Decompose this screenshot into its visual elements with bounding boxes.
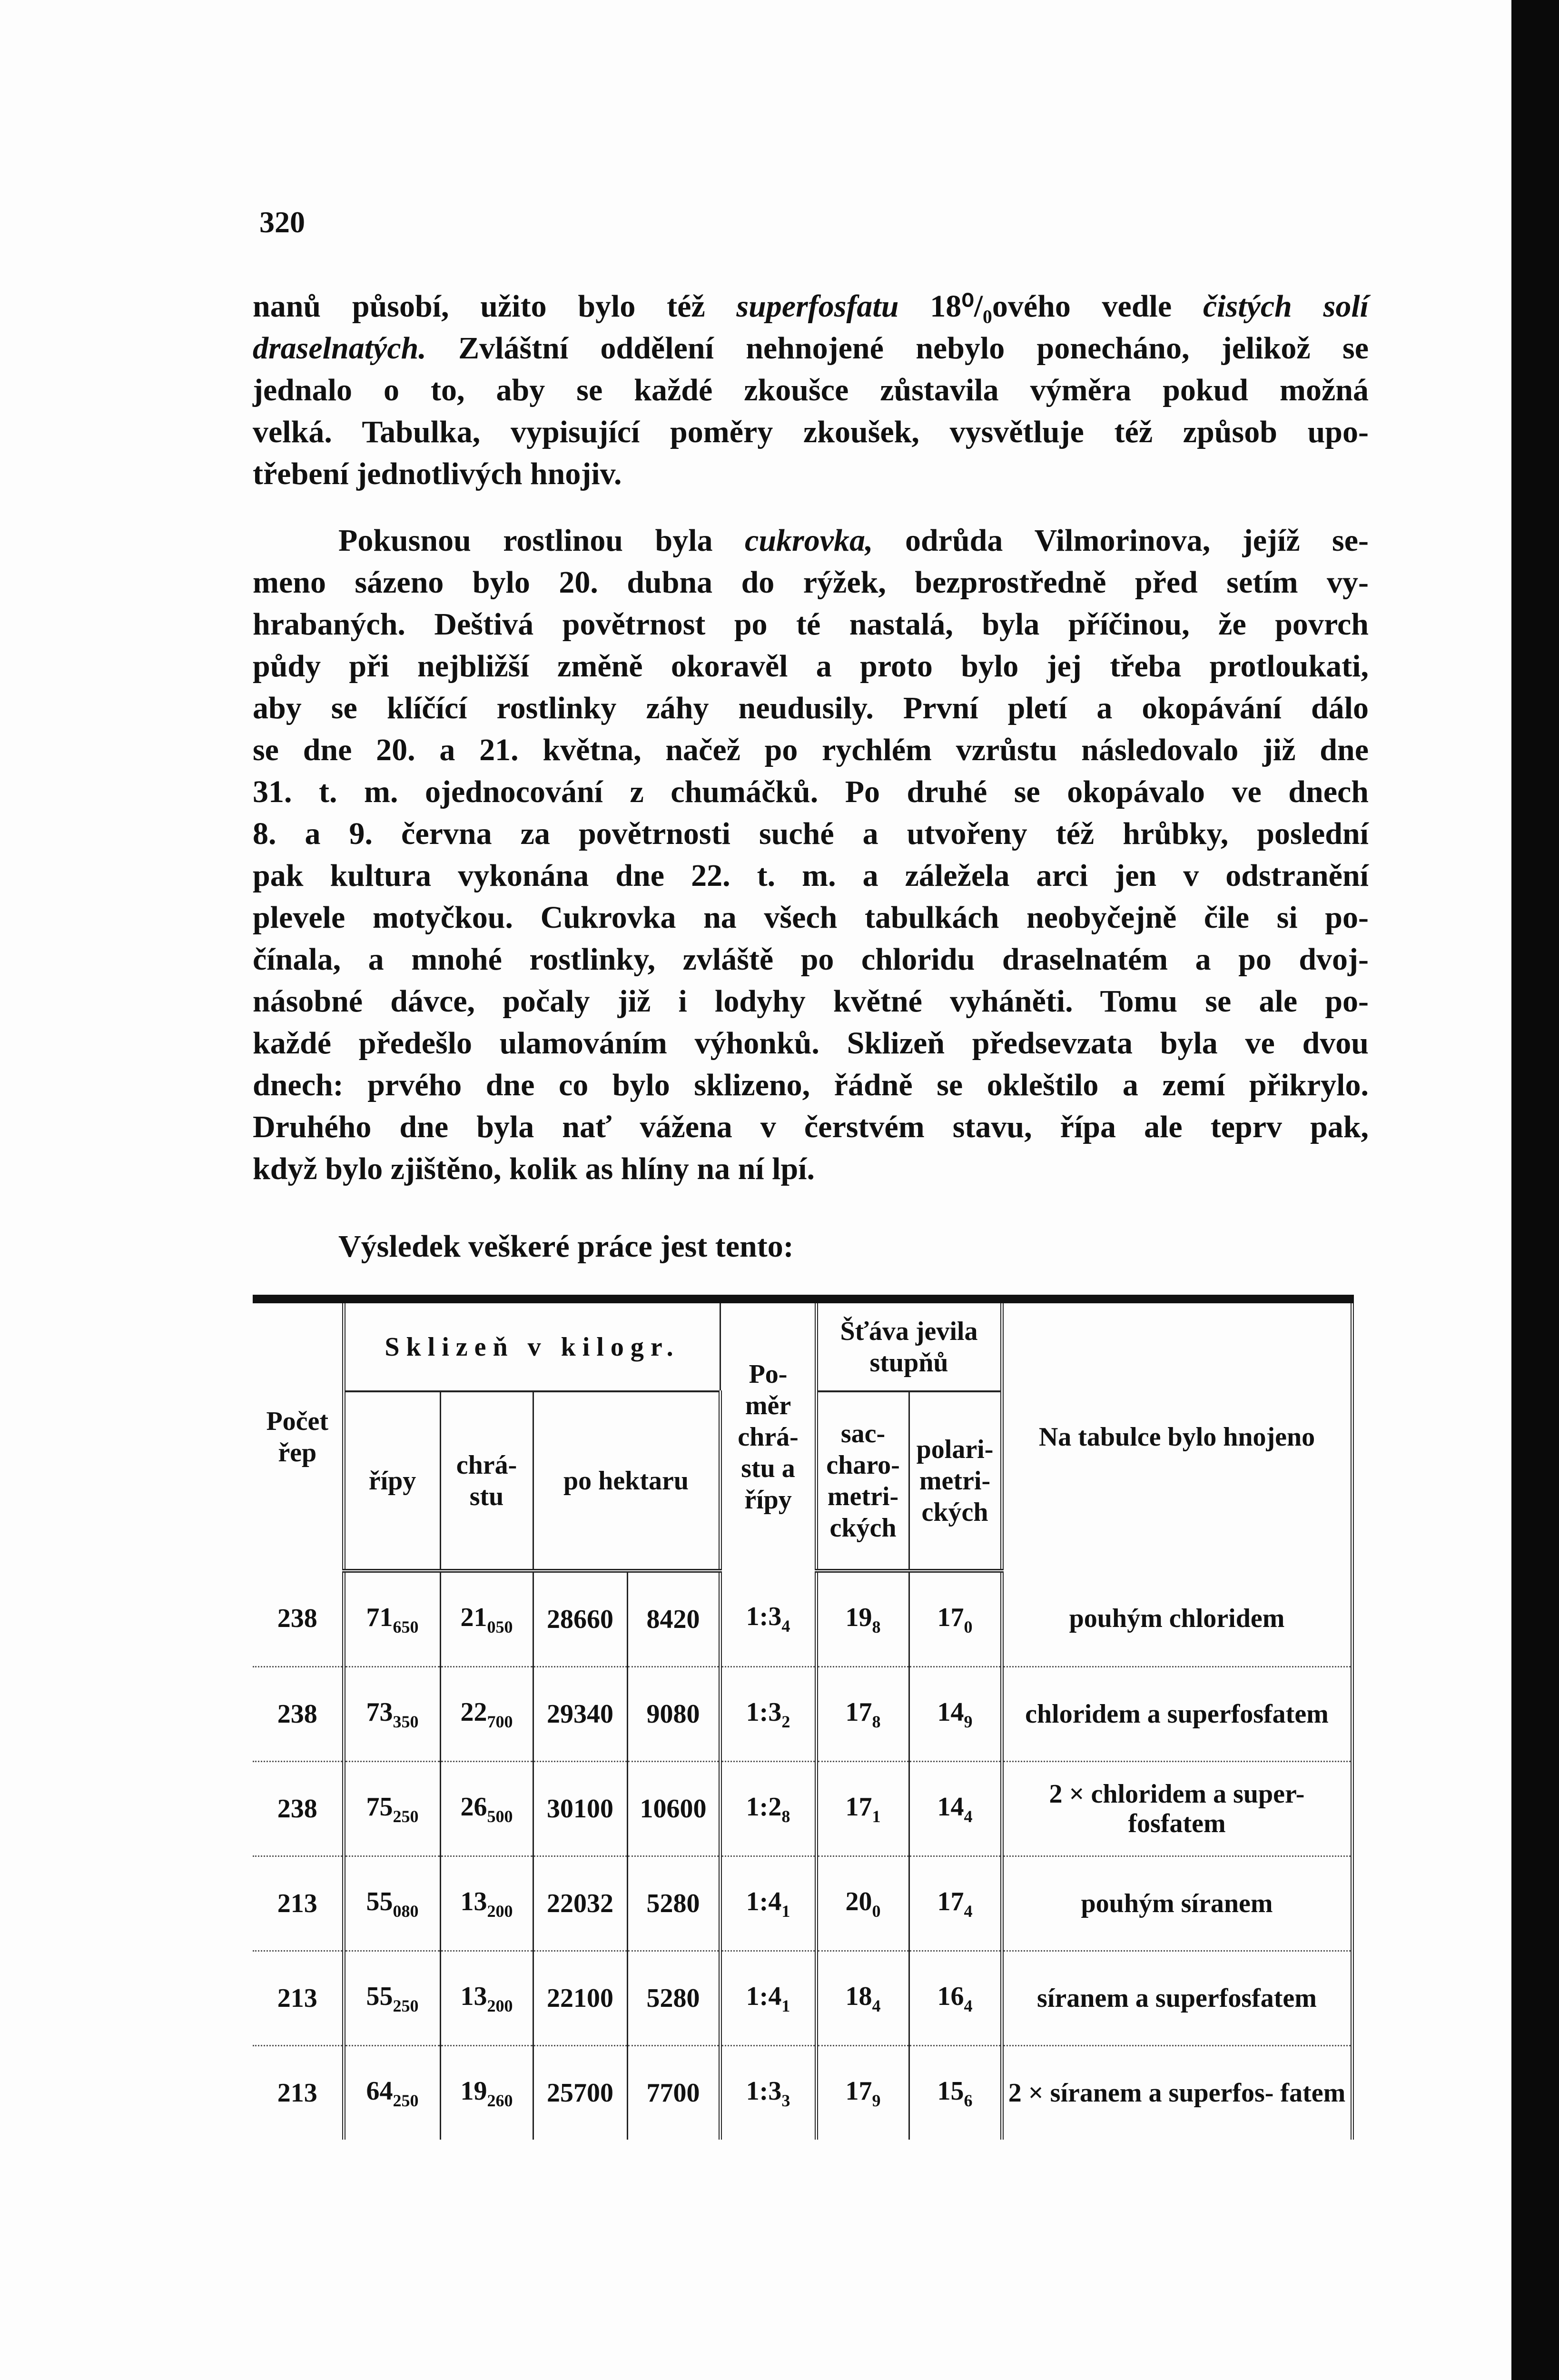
cell-beet-count: 213: [253, 1951, 344, 2046]
value-subscript: 6: [964, 2091, 973, 2110]
value-subscript: 3: [781, 2091, 790, 2110]
cell-ratio: [720, 1951, 816, 2046]
value-main: 17: [937, 1886, 964, 1916]
value-main: 19: [460, 2076, 487, 2106]
text-run: nanů působí, užito bylo též: [253, 289, 737, 324]
value-main: 1:4: [746, 1886, 782, 1916]
cell-tops-kg: [440, 1571, 533, 1667]
text-line: [253, 327, 1369, 369]
value-main: 14: [937, 1697, 964, 1727]
header-tops: chrá- stu: [440, 1391, 533, 1571]
cell-saccharometric: [816, 1856, 909, 1951]
text-line: [253, 1022, 1369, 1064]
text-run: násobné dávce, počaly již i lodyhy květné vyháněti. Tomu se ale po-: [253, 984, 1369, 1019]
value-subscript: 250: [393, 2091, 419, 2110]
cell-ratio: [720, 1856, 816, 1951]
text-line: [253, 1106, 1369, 1148]
value-subscript: 200: [487, 1901, 513, 1921]
header-beet-count: Počet řep: [253, 1299, 344, 1571]
text-run: Zvláštní oddělení nehnojené nebylo ponecháno, jelikož se: [426, 331, 1369, 366]
value-subscript: 4: [872, 1996, 881, 2015]
value-main: 1:2: [746, 1792, 782, 1822]
value-subscript: 4: [964, 1996, 973, 2015]
text-line: [253, 645, 1369, 687]
paragraph-fertilizer-intro: [253, 286, 1369, 495]
italic-text: čistých solí: [1203, 289, 1369, 324]
header-saccharometric: sac- charo- metri- ckých: [816, 1391, 909, 1571]
table-row: [253, 2046, 1352, 2140]
value-subscript: 1: [781, 1996, 790, 2015]
value-main: 15: [937, 2076, 964, 2106]
value-main: 22: [460, 1697, 487, 1727]
value-main: 26: [460, 1792, 487, 1822]
cell-tops-per-hectare: 5280: [627, 1856, 720, 1951]
value-subscript: 650: [393, 1617, 419, 1636]
value-main: 55: [366, 1886, 393, 1916]
value-main: 1:4: [746, 1981, 782, 2011]
text-run: hrabaných. Deštivá povětrnost po té nastalá, byla příčinou, že povrch: [253, 607, 1369, 642]
text-line: [253, 453, 1369, 495]
cell-beet-count: 213: [253, 2046, 344, 2140]
text-run: aby se klíčící rostlinky záhy neudusily. První pletí a okopávání dálo: [253, 691, 1369, 725]
value-subscript: 0: [872, 1901, 881, 1921]
cell-ratio: [720, 1571, 816, 1667]
cell-beets-kg: [344, 1856, 440, 1951]
value-subscript: 9: [964, 1712, 973, 1731]
cell-polarimetric: [909, 1667, 1002, 1762]
value-main: 17: [937, 1602, 964, 1632]
text-run: se dne 20. a 21. května, načež po rychlém vzrůstu následovalo již dne: [253, 733, 1369, 767]
cell-saccharometric: [816, 2046, 909, 2140]
cell-beets-per-hectare: 28660: [533, 1571, 627, 1667]
value-subscript: 8: [781, 1806, 790, 1826]
cell-saccharometric: [816, 1951, 909, 2046]
value-main: 13: [460, 1886, 487, 1916]
cell-polarimetric: [909, 2046, 1002, 2140]
cell-polarimetric: [909, 1951, 1002, 2046]
cell-beet-count: 238: [253, 1762, 344, 1856]
cell-beets-per-hectare: 22100: [533, 1951, 627, 2046]
text-line: [253, 813, 1369, 855]
text-line: [253, 369, 1369, 411]
value-subscript: 350: [393, 1712, 419, 1731]
paragraph-sugar-beet-cultivation: [253, 520, 1369, 1190]
cell-beets-per-hectare: 22032: [533, 1856, 627, 1951]
cell-saccharometric: [816, 1762, 909, 1856]
cell-tops-per-hectare: 5280: [627, 1951, 720, 2046]
cell-fertilization: síranem a superfosfatem: [1002, 1951, 1352, 2046]
text-line: [253, 520, 1369, 562]
table-row: [253, 1571, 1352, 1667]
cell-tops-per-hectare: 7700: [627, 2046, 720, 2140]
cell-polarimetric: [909, 1762, 1002, 1856]
value-main: 17: [845, 2076, 872, 2106]
header-fertilization: Na tabulce bylo hnojeno: [1002, 1299, 1352, 1571]
cell-tops-per-hectare: 8420: [627, 1571, 720, 1667]
value-subscript: 1: [781, 1901, 790, 1921]
text-line: [253, 604, 1369, 645]
value-subscript: 250: [393, 1806, 419, 1826]
header-ratio: Po- měr chrá- stu a řípy: [720, 1299, 816, 1571]
text-line: [253, 411, 1369, 453]
text-run: pak kultura vykonána dne 22. t. m. a záležela arci jen v odstranění: [253, 858, 1369, 893]
value-subscript: 250: [393, 1996, 419, 2015]
text-run: půdy při nejbližší změně okoravěl a proto bylo jej třeba protloukati,: [253, 649, 1369, 684]
text-line: [253, 562, 1369, 604]
text-run: jednalo o to, aby se každé zkoušce zůstavila výměra pokud možná: [253, 373, 1369, 407]
value-subscript: 050: [487, 1617, 513, 1636]
cell-beets-per-hectare: 30100: [533, 1762, 627, 1856]
text-run: čínala, a mnohé rostlinky, zvláště po chloridu draselnatém a po dvoj-: [253, 942, 1369, 977]
value-subscript: 260: [487, 2091, 513, 2110]
text-run: třebení jednotlivých hnojiv.: [253, 456, 622, 491]
text-line: [253, 1064, 1369, 1106]
text-run: 18⁰/₀ového vedle: [898, 289, 1203, 324]
value-subscript: 4: [964, 1901, 973, 1921]
text-run: každé předešlo ulamováním výhonků. Sklizeň předsevzata byla ve dvou: [253, 1026, 1369, 1061]
cell-fertilization: 2 × chloridem a super- fosfatem: [1002, 1762, 1352, 1856]
value-main: 18: [845, 1981, 872, 2011]
cell-beets-per-hectare: 29340: [533, 1667, 627, 1762]
text-run: meno sázeno bylo 20. dubna do rýžek, bezprostředně před setím vy-: [253, 565, 1369, 600]
table-row: [253, 1762, 1352, 1856]
results-table: [253, 1295, 1354, 2140]
header-harvest-kg: Sklizeň v kilogr.: [344, 1299, 720, 1391]
cell-tops-kg: [440, 1951, 533, 2046]
text-run: Druhého dne byla nať vážena v čerstvém stavu, řípa ale teprv pak,: [253, 1110, 1369, 1144]
cell-fertilization: chloridem a superfosfatem: [1002, 1667, 1352, 1762]
cell-beets-kg: [344, 1951, 440, 2046]
value-subscript: 500: [487, 1806, 513, 1826]
value-main: 75: [366, 1792, 393, 1822]
value-main: 16: [937, 1981, 964, 2011]
value-subscript: 9: [872, 2091, 881, 2110]
cell-beets-kg: [344, 2046, 440, 2140]
cell-beet-count: 213: [253, 1856, 344, 1951]
value-main: 13: [460, 1981, 487, 2011]
table-row: [253, 1667, 1352, 1762]
italic-text: superfosfatu: [736, 289, 899, 324]
value-subscript: 1: [872, 1806, 881, 1826]
cell-tops-per-hectare: 10600: [627, 1762, 720, 1856]
cell-fertilization: 2 × síranem a superfos- fatem: [1002, 2046, 1352, 2140]
cell-ratio: [720, 1762, 816, 1856]
italic-text: draselnatých.: [253, 331, 426, 366]
value-subscript: 8: [872, 1617, 881, 1636]
text-run: když bylo zjištěno, kolik as hlíny na ní lpí.: [253, 1151, 815, 1186]
value-subscript: 4: [781, 1616, 790, 1636]
header-juice-degrees: Šťáva jevila stupňů: [816, 1299, 1002, 1391]
value-main: 64: [366, 2076, 393, 2106]
value-main: 1:3: [746, 1601, 782, 1631]
cell-beets-kg: [344, 1571, 440, 1667]
cell-saccharometric: [816, 1571, 909, 1667]
cell-fertilization: pouhým chloridem: [1002, 1571, 1352, 1667]
scan-edge-border: [1511, 0, 1559, 2380]
value-main: 73: [366, 1697, 393, 1727]
cell-polarimetric: [909, 1571, 1002, 1667]
cell-beet-count: 238: [253, 1667, 344, 1762]
text-line: [253, 939, 1369, 981]
text-line: [253, 1148, 1369, 1190]
cell-beets-per-hectare: 25700: [533, 2046, 627, 2140]
text-run: Výsledek veškeré práce jest tento:: [338, 1229, 794, 1264]
cell-tops-kg: [440, 1856, 533, 1951]
value-main: 1:3: [746, 2076, 782, 2106]
value-subscript: 2: [781, 1712, 790, 1731]
page-number: 320: [259, 205, 305, 239]
text-run: dnech: prvého dne co bylo sklizeno, řádně se okleštilo a zemí přikrylo.: [253, 1068, 1369, 1102]
header-beets: řípy: [344, 1391, 440, 1571]
italic-text: cukrovka,: [745, 523, 873, 558]
value-main: 14: [937, 1792, 964, 1822]
text-run: odrůda Vilmorinova, jejíž se-: [873, 523, 1369, 558]
value-main: 20: [845, 1886, 872, 1916]
cell-tops-kg: [440, 2046, 533, 2140]
value-main: 17: [845, 1697, 872, 1727]
text-run: 8. a 9. června za povětrnosti suché a utvořeny též hrůbky, poslední: [253, 816, 1369, 851]
value-subscript: 080: [393, 1901, 419, 1921]
value-main: 17: [845, 1792, 872, 1822]
value-subscript: 0: [964, 1617, 973, 1636]
cell-fertilization: pouhým síranem: [1002, 1856, 1352, 1951]
text-line: [253, 897, 1369, 939]
value-main: 21: [460, 1602, 487, 1632]
header-polarimetric: polari- metri- ckých: [909, 1391, 1002, 1571]
cell-saccharometric: [816, 1667, 909, 1762]
cell-tops-kg: [440, 1667, 533, 1762]
cell-ratio: [720, 2046, 816, 2140]
text-line: [253, 771, 1369, 813]
text-run: Pokusnou rostlinou byla: [338, 523, 745, 558]
value-main: 1:3: [746, 1697, 782, 1727]
text-run: velká. Tabulka, vypisující poměry zkoušek, vysvětluje též způsob upo-: [253, 415, 1369, 449]
text-run: plevele motyčkou. Cukrovka na všech tabulkách neobyčejně čile si po-: [253, 900, 1369, 935]
cell-polarimetric: [909, 1856, 1002, 1951]
cell-ratio: [720, 1667, 816, 1762]
text-run: 31. t. m. ojednocování z chumáčků. Po druhé se okopávalo ve dnech: [253, 774, 1369, 809]
value-subscript: 700: [487, 1712, 513, 1731]
paragraph-results-intro: [253, 1226, 1369, 1268]
text-line: [253, 286, 1369, 327]
text-line: [253, 981, 1369, 1022]
value-main: 71: [366, 1602, 393, 1632]
value-main: 19: [845, 1602, 872, 1632]
table-row: [253, 1951, 1352, 2046]
cell-beets-kg: [344, 1667, 440, 1762]
header-per-hectare: po hektaru: [533, 1391, 720, 1571]
table-row: [253, 1856, 1352, 1951]
value-subscript: 200: [487, 1996, 513, 2015]
cell-beet-count: 238: [253, 1571, 344, 1667]
text-line: [253, 855, 1369, 897]
text-line: [253, 729, 1369, 771]
cell-beets-kg: [344, 1762, 440, 1856]
value-main: 55: [366, 1981, 393, 2011]
text-line: [253, 1226, 1369, 1268]
text-line: [253, 687, 1369, 729]
cell-tops-per-hectare: 9080: [627, 1667, 720, 1762]
value-subscript: 4: [964, 1806, 973, 1826]
cell-tops-kg: [440, 1762, 533, 1856]
value-subscript: 8: [872, 1712, 881, 1731]
